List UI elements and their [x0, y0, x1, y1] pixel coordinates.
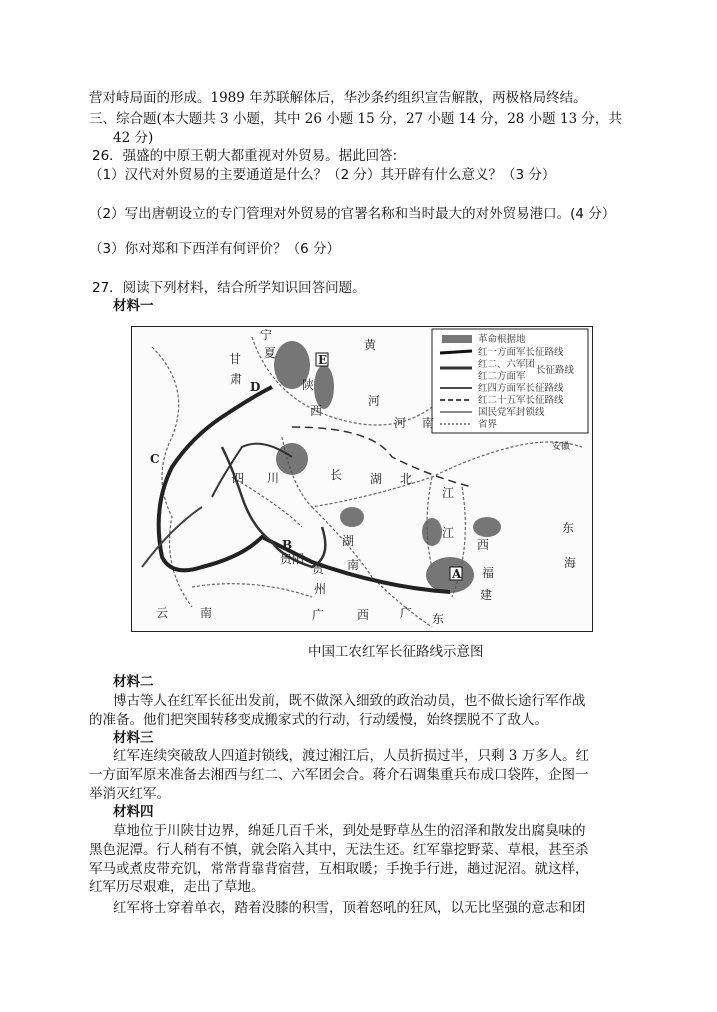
- map-label: 东: [562, 521, 575, 535]
- map-label: 黄: [364, 338, 377, 352]
- point-c: C: [150, 452, 160, 466]
- map-label: 贵阳: [280, 552, 305, 566]
- map-label: 福: [482, 566, 495, 580]
- section-heading: 三、综合题(本大题共 3 小题，其中 26 小题 15 分，27 小题 14 分，28 小题 13 分，共: [89, 111, 622, 127]
- map-label: 广: [400, 606, 413, 620]
- question-26-2: （2）写出唐朝设立的专门管理对外贸易的官署名称和当时最大的对外贸易港口。(4 分）: [89, 206, 616, 222]
- legend-route-1: 红一方面军长征路线: [478, 347, 564, 358]
- question-26-3: （3）你对郑和下西洋有何评价？（6 分）: [89, 241, 340, 257]
- text-line: 草地位于川陕甘边界，绵延几百千米，到处是野草丛生的沼泽和散发出腐臭味的: [113, 823, 586, 839]
- text-line: 营对峙局面的形成。1989 年苏联解体后，华沙条约组织宣告解散，两极格局终结。: [89, 90, 587, 106]
- point-d: D: [250, 380, 261, 394]
- text-line: 一方面军原来准备去湘西与红二、六军团会合。蒋介石调集重兵布成口袋阵，企图一: [89, 767, 589, 783]
- question-26: 26．强盛的中原王朝大都重视对外贸易。据此回答:: [92, 148, 398, 164]
- legend-route-4: 红四方面军长征路线: [478, 383, 564, 394]
- map-label: 湖: [342, 534, 355, 548]
- question-27: 27．阅读下列材料，结合所学知识回答问题。: [92, 280, 366, 296]
- map-label: 江: [442, 526, 455, 540]
- text-line: 42 分): [113, 130, 154, 146]
- map-label: 肃: [230, 372, 243, 386]
- map-label: 云: [156, 606, 169, 620]
- map-label: 贵: [312, 562, 325, 576]
- map-caption: 中国工农红军长征路线示意图: [308, 644, 484, 660]
- text-line: 博古等人在红军长征出发前，既不做深入细致的政治动员，也不做长途行军作战: [113, 693, 586, 709]
- legend-route-2-6: 红二、六军团: [478, 359, 536, 370]
- map-label: 江: [442, 486, 455, 500]
- text-line: 红军连续突破敌人四道封锁线，渡过湘江后，人员折损过半，只剩 3 万多人。红: [113, 748, 590, 764]
- legend-blockade: 国民党军封锁线: [478, 407, 545, 418]
- map-label: 建: [480, 588, 493, 602]
- map-label: 四: [232, 471, 245, 485]
- map-label: 河: [394, 416, 407, 430]
- legend-base-area: 革命根据地: [478, 334, 526, 345]
- legend-route-suffix: 长征路线: [536, 365, 575, 376]
- point-e: E: [318, 353, 328, 367]
- point-b: B: [282, 538, 293, 552]
- map-label: 东: [432, 612, 445, 626]
- map-label: 南: [347, 558, 360, 572]
- map-label: 甘: [229, 352, 242, 366]
- map-label: 长: [330, 468, 343, 482]
- legend-route-25: 红二十五军长征路线: [478, 395, 564, 406]
- map-label: 州: [314, 582, 327, 596]
- map-label: 广: [312, 608, 325, 622]
- text-line: 举消灭红军。: [89, 786, 170, 802]
- map-label: 南: [422, 416, 435, 430]
- long-march-map: [131, 326, 593, 632]
- map-label: 陕: [302, 378, 315, 392]
- material-2-heading: 材料二: [113, 674, 154, 690]
- map-label: 南: [200, 606, 213, 620]
- map-label: 湖: [370, 472, 383, 486]
- map-label: 海: [564, 556, 577, 570]
- text-line: 军马或煮皮带充饥，常常背靠背宿营，互相取暖；手挽手行进，趟过泥沼。就这样，: [89, 861, 589, 877]
- legend-province-border: 省界: [478, 419, 498, 430]
- question-26-1: （1）汉代对外贸易的主要通道是什么？（2 分）其开辟有什么意义？（3 分）: [89, 167, 556, 183]
- map-label: 西: [357, 608, 370, 622]
- material-3-heading: 材料三: [113, 730, 154, 746]
- legend-route-2: 红二方面军: [478, 371, 526, 382]
- text-line: 红军历尽艰难，走出了草地。: [89, 879, 265, 895]
- map-label: 安徽: [552, 442, 571, 452]
- material-4-heading: 材料四: [113, 804, 154, 820]
- map-label: 川: [267, 471, 280, 485]
- text-line: 的准备。他们把突围转移变成搬家式的行动，行动缓慢，始终摆脱不了敌人。: [89, 712, 548, 728]
- map-label: 河: [368, 394, 381, 408]
- map-label: 西: [477, 538, 490, 552]
- map-label: 北: [400, 472, 413, 486]
- map-label: 宁: [260, 328, 273, 342]
- point-a: A: [452, 567, 462, 581]
- text-line: 红军将士穿着单衣，踏着没膝的积雪，顶着怒吼的狂风，以无比坚强的意志和团: [113, 900, 586, 916]
- material-1-heading: 材料一: [113, 298, 154, 314]
- text-line: 黑色泥潭。行人稍有不慎，就会陷入其中，无法生还。红军靠挖野菜、草根，甚至杀: [89, 842, 589, 858]
- map-label: 夏: [264, 346, 277, 360]
- map-label: 西: [310, 404, 323, 418]
